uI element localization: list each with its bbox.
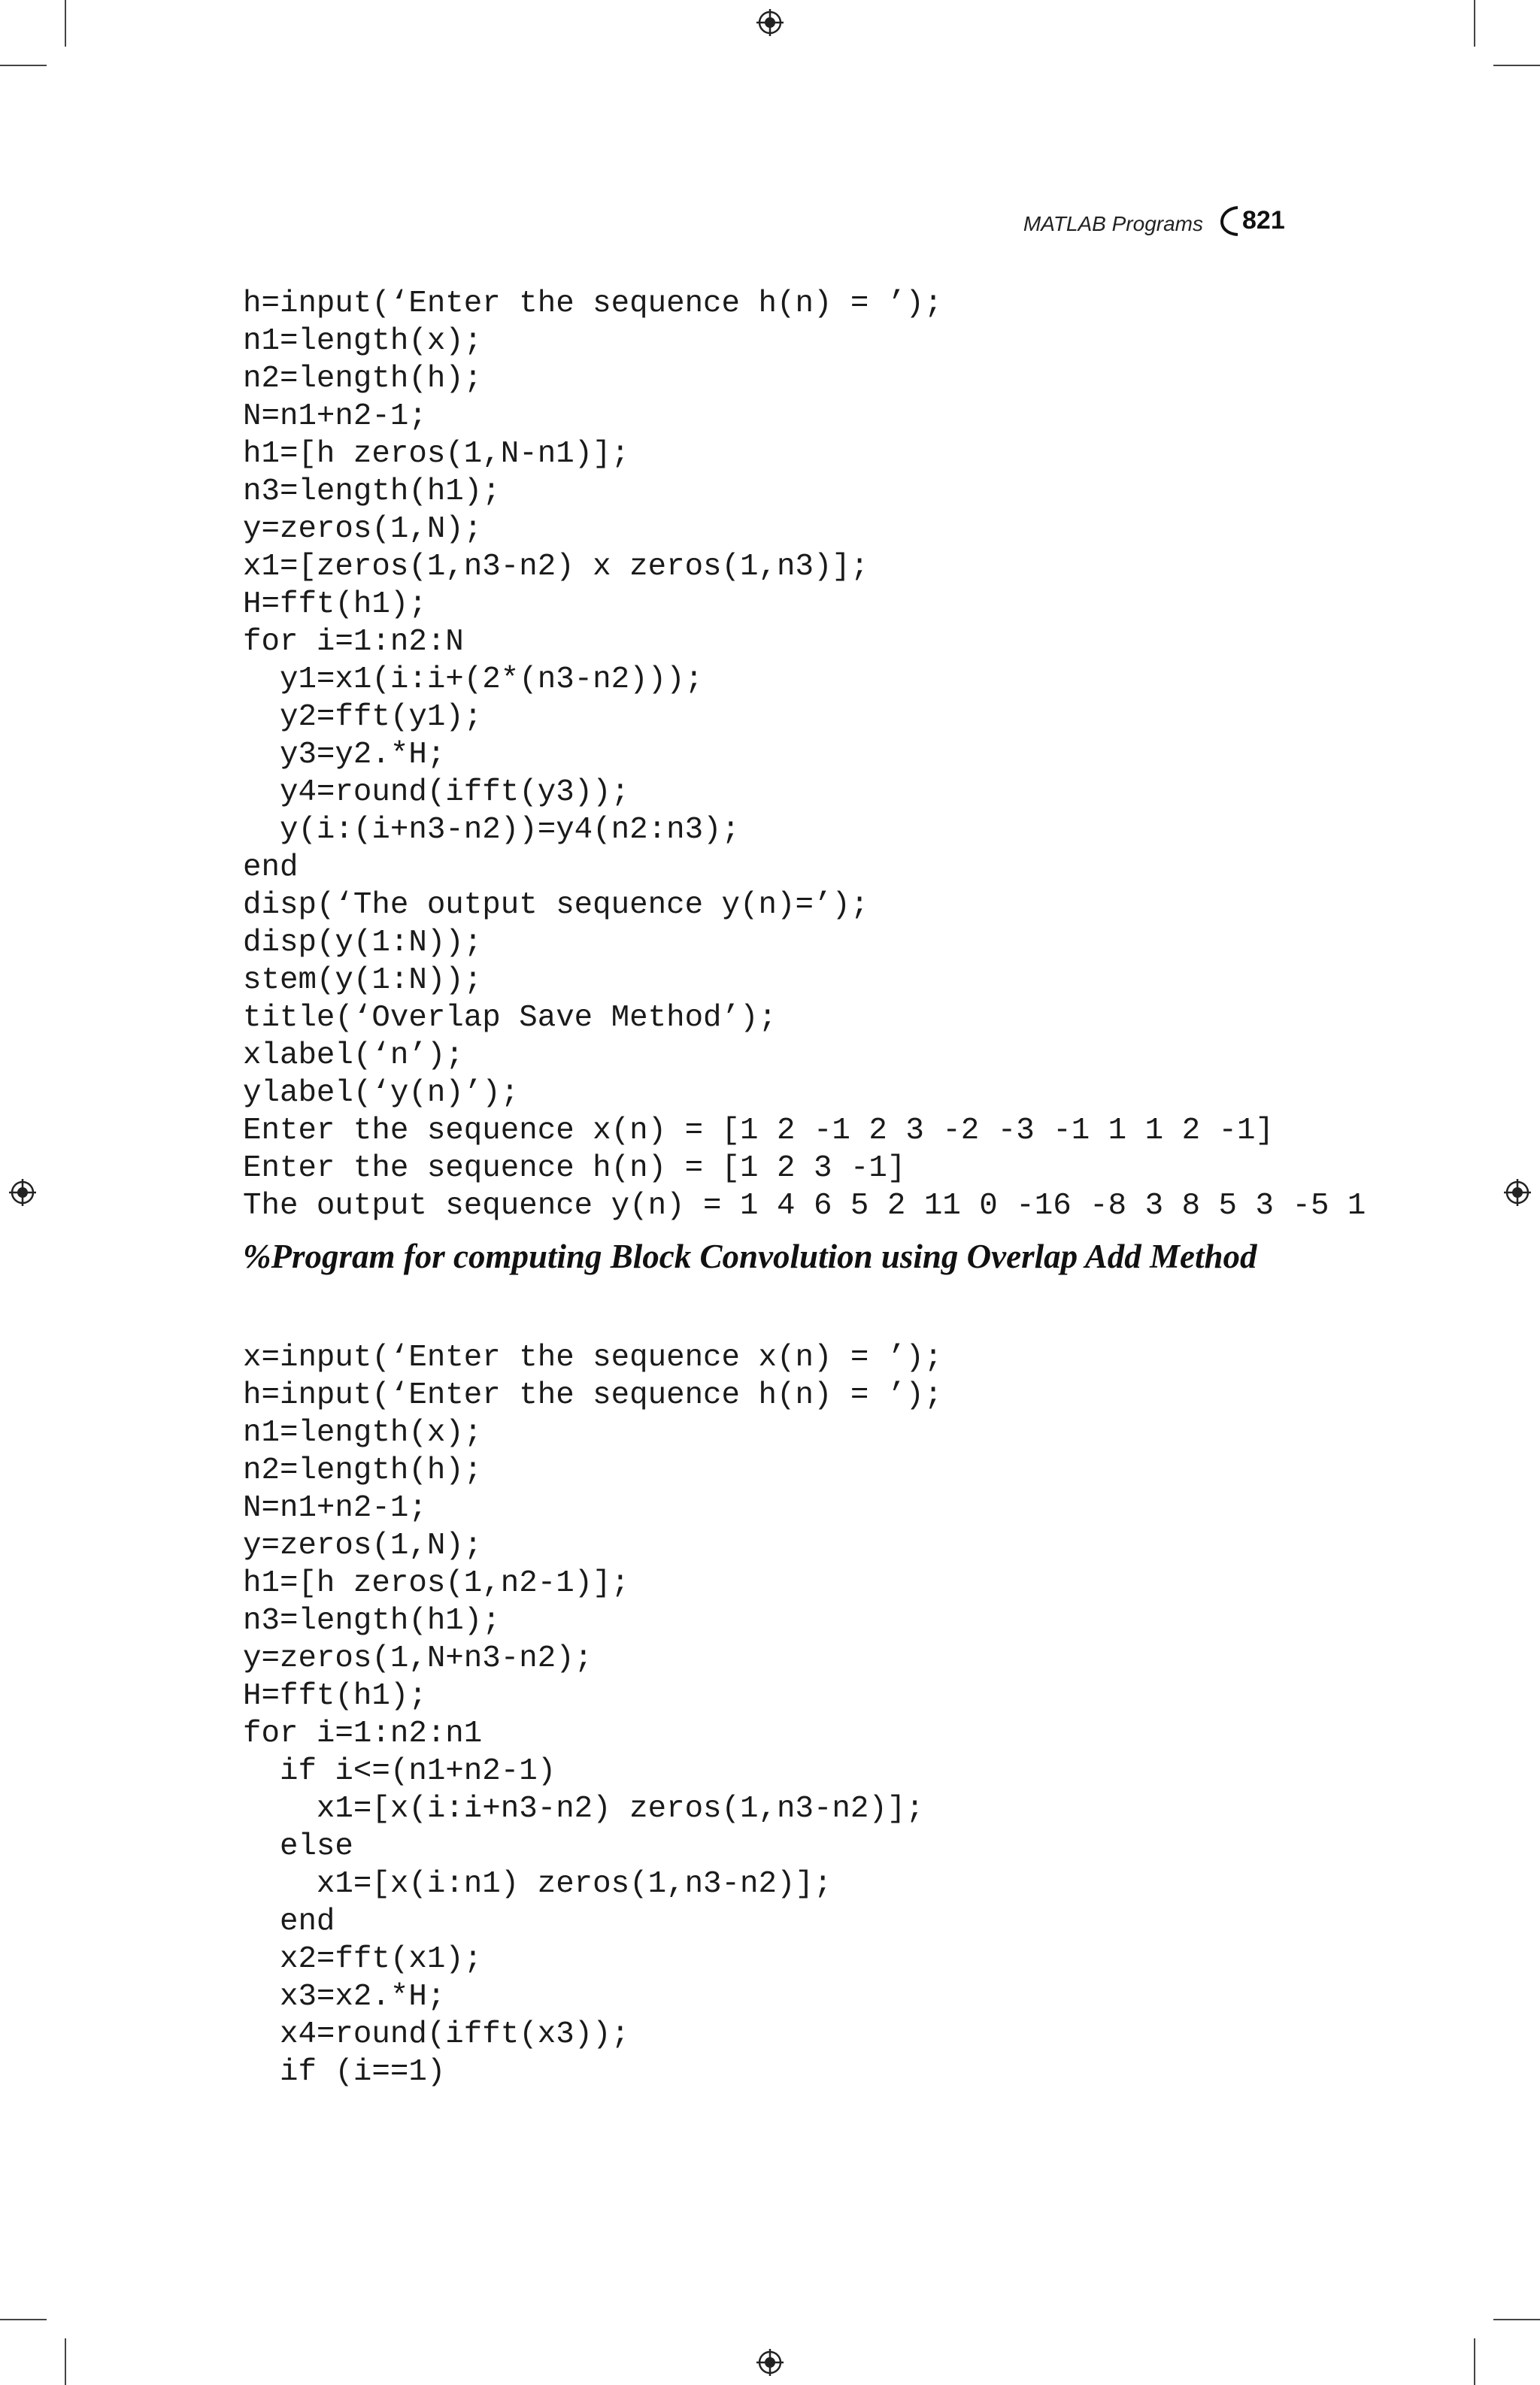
code-line: y4=round(ifft(y3)); <box>243 775 630 810</box>
code-line: else <box>243 1829 353 1864</box>
code-line: if i<=(n1+n2-1) <box>243 1754 556 1789</box>
code-line: n1=length(x); <box>243 1416 483 1450</box>
code-line: end <box>243 1905 335 1939</box>
code-line: N=n1+n2-1; <box>243 1491 427 1526</box>
registration-mark-icon <box>8 1177 38 1208</box>
code-line: Enter the sequence h(n) = [1 2 3 -1] <box>243 1151 906 1186</box>
code-line: n2=length(h); <box>243 1453 483 1488</box>
code-line: xlabel(‘n’); <box>243 1038 464 1073</box>
code-line: H=fft(h1); <box>243 587 427 622</box>
code-line: x2=fft(x1); <box>243 1942 483 1977</box>
crop-mark-icon <box>1493 65 1540 66</box>
crop-mark-icon <box>1493 2319 1540 2320</box>
registration-mark-icon <box>1502 1177 1532 1208</box>
crop-mark-icon <box>65 2338 66 2385</box>
code-line: h=input(‘Enter the sequence h(n) = ’); <box>243 286 943 321</box>
code-line: end <box>243 850 299 885</box>
code-line: for i=1:n2:n1 <box>243 1717 483 1751</box>
code-line: x4=round(ifft(x3)); <box>243 2017 630 2052</box>
code-line: h1=[h zeros(1,n2-1)]; <box>243 1566 630 1601</box>
code-line: N=n1+n2-1; <box>243 399 427 434</box>
code-line: x1=[x(i:i+n3-n2) zeros(1,n3-n2)]; <box>243 1792 924 1826</box>
code-line: n3=length(h1); <box>243 474 501 509</box>
section-heading: %Program for computing Block Convolution using Overlap Add Method <box>243 1238 1257 1275</box>
code-line: disp(‘The output sequence y(n)=’); <box>243 888 869 923</box>
code-line: for i=1:n2:N <box>243 625 464 659</box>
code-line: x3=x2.*H; <box>243 1980 446 2014</box>
code-line: y=zeros(1,N+n3-n2); <box>243 1641 593 1676</box>
code-line: y3=y2.*H; <box>243 738 446 772</box>
registration-mark-icon <box>755 2347 785 2377</box>
crop-mark-icon <box>0 2319 47 2320</box>
code-line: Enter the sequence x(n) = [1 2 -1 2 3 -2 -3 -1 1 1 2 -1] <box>243 1114 1274 1148</box>
crop-mark-icon <box>1474 0 1475 47</box>
code-line: h=input(‘Enter the sequence h(n) = ’); <box>243 1378 943 1413</box>
code-line: disp(y(1:N)); <box>243 926 483 960</box>
registration-mark-icon <box>755 8 785 38</box>
code-line: n2=length(h); <box>243 362 483 396</box>
page-number: 821 <box>1242 206 1285 235</box>
code-line: y(i:(i+n3-n2))=y4(n2:n3); <box>243 813 741 847</box>
code-line: y2=fft(y1); <box>243 700 483 735</box>
code-line: x1=[x(i:n1) zeros(1,n3-n2)]; <box>243 1867 832 1902</box>
code-line: y=zeros(1,N); <box>243 512 483 547</box>
crop-mark-icon <box>0 65 47 66</box>
code-line: x1=[zeros(1,n3-n2) x zeros(1,n3)]; <box>243 550 869 584</box>
code-line: h1=[h zeros(1,N-n1)]; <box>243 437 630 471</box>
code-line: x=input(‘Enter the sequence x(n) = ’); <box>243 1341 943 1375</box>
running-header-title: MATLAB Programs <box>1023 212 1203 235</box>
code-line: y=zeros(1,N); <box>243 1529 483 1563</box>
code-line: n3=length(h1); <box>243 1604 501 1638</box>
code-line: y1=x1(i:i+(2*(n3-n2))); <box>243 662 704 697</box>
crop-mark-icon <box>1474 2338 1475 2385</box>
code-line: H=fft(h1); <box>243 1679 427 1714</box>
code-block-overlap-save <box>243 285 1366 1225</box>
code-line: The output sequence y(n) = 1 4 6 5 2 11 0 -16 -8 3 8 5 3 -5 1 <box>243 1189 1366 1223</box>
code-line: stem(y(1:N)); <box>243 963 483 998</box>
code-block-overlap-add <box>243 1339 942 2091</box>
code-line: title(‘Overlap Save Method’); <box>243 1001 777 1035</box>
code-line: ylabel(‘y(n)’); <box>243 1076 520 1111</box>
crop-mark-icon <box>65 0 66 47</box>
page-number-bracket-icon <box>1212 205 1242 238</box>
code-line: if (i==1) <box>243 2055 446 2090</box>
code-line: n1=length(x); <box>243 324 483 359</box>
